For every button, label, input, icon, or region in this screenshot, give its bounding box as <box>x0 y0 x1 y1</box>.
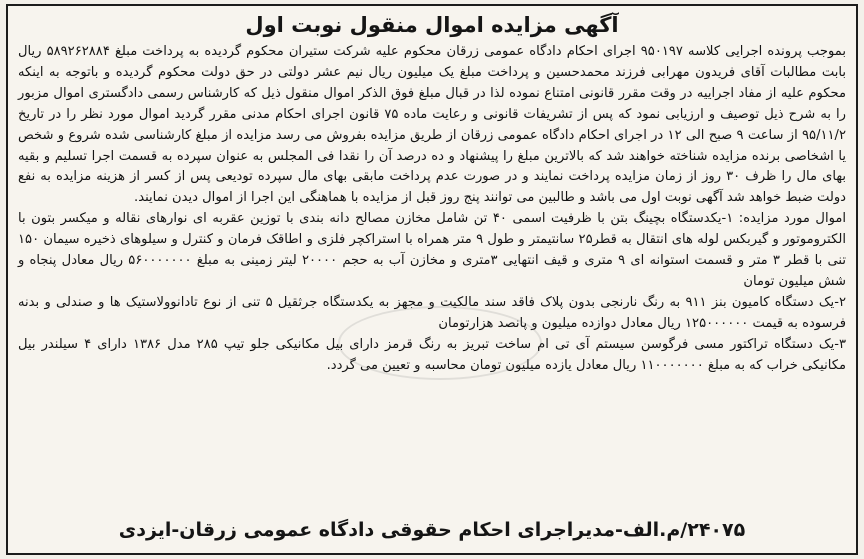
notice-signature: ۲۴۰۷۵/م.الف-مدیراجرای احکام حقوقی دادگاه عمومی زرقان-ایزدی <box>118 519 746 541</box>
notice-paragraph-item-1: اموال مورد مزایده: ۱-یکدستگاه بچینگ بتن با ظرفیت اسمی ۴۰ تن شامل مخازن مصالح دانه بندی با توزین عقربه ای نوارهای نقاله و میکسر بتون با الکتروموتور و گیربکس لوله های انتقال به قطر۲۵ سانتیمتر و طول ۹ متر همراه با استراکچر فلزی و اطاقک فرمان و کنترل و سیلوهای ذخیره سیمان ۱۵۰ تنی با قطر ۳ متر و قسمت استوانه ای ۹ متری و قیف انتهایی ۳متری و مخازن آب به حجم ۲۰۰۰۰ لیتر زمینی به مبلغ ۵۶۰۰۰۰۰۰۰ ریال معادل پنجاه و شش میلیون تومان <box>18 211 847 289</box>
notice-title: آگهی مزایده اموال منقول نوبت اول <box>245 13 619 37</box>
legal-notice <box>6 4 858 555</box>
notice-paragraph-intro: بموجب پرونده اجرایی کلاسه ۹۵۰۱۹۷ اجرای احکام دادگاه عمومی زرقان محکوم علیه شرکت ستیران محکوم گردیده به پرداخت مبلغ ۵۸۹۲۶۲۸۸۴ ریال بابت مطالبات آقای فریدون مهرابی فرزند محمدحسین و پرداخت مبلغ یک میلیون ریال نیم عشر دولتی در حق دولت محکوم گردیده و باتوجه به اینکه محکوم علیه از مفاد اجراییه در وقت مقرر قانونی امتناع نموده لذا در قبال مبلغ فوق الذکر اموال منقول ذیل که کارشناس رسمی دادگستری اموال مزبور را به شرح ذیل توصیف و ارزیابی نمود که پس از تشریفات قانونی و رعایت ماده ۷۵ قانون اجرای احکام مدنی مقرر گردید اموال مورد نظر را در تاریخ ۹۵/۱۱/۲ از ساعت ۹ صبح الی ۱۲ در اجرای احکام دادگاه عمومی زرقان از طریق مزایده بفروش می رسد مزایده از مبلغ کارشناسی شده شروع و شخص یا اشخاصی برنده مزایده شناخته خواهند شد که بالاترین مبلغ را پیشنهاد و ده درصد آن را نقدا فی المجلس به عنوان سپرده به قسمت اجرا تسلیم و بقیه بهای مال را ظرف ۳۰ روز از زمان مزایده پرداخت نمایند و در صورت عدم پرداخت مابقی بهای مال سپرده تودیعی پس از کسر از هزینه مزایده به نفع دولت ضبط خواهد شد آگهی نوبت اول می باشد و طالبین می توانند پنج روز قبل از مزایده با هماهنگی این اجرا از اموال دیدن نمایند. <box>18 44 847 206</box>
notice-paragraph-item-2: ۲-یک دستگاه کامیون بنز ۹۱۱ به رنگ نارنجی بدون پلاک فاقد سند مالکیت و مجهز به یکدستگاه جرثقیل ۵ تنی از نوع تادانوولاستیک ها و صندلی و بدنه فرسوده به قیمت ۱۲۵۰۰۰۰۰۰ ریال معادل دوازده میلیون و پانصد هزارتومان <box>18 294 846 331</box>
notice-paragraph-item-3: ۳-یک دستگاه تراکتور مسی فرگوسن سیستم آی تی ام ساخت تبریز به رنگ قرمز دارای بیل مکانیکی جلو تیپ ۲۸۵ مدل ۱۳۸۶ دارای ۴ سیلندر بیل مکانیکی خراب که به مبلغ ۱۱۰۰۰۰۰۰۰ ریال معادل یازده میلیون تومان محاسبه و تعیین می گردد. <box>18 336 846 373</box>
notice-body <box>18 42 846 377</box>
